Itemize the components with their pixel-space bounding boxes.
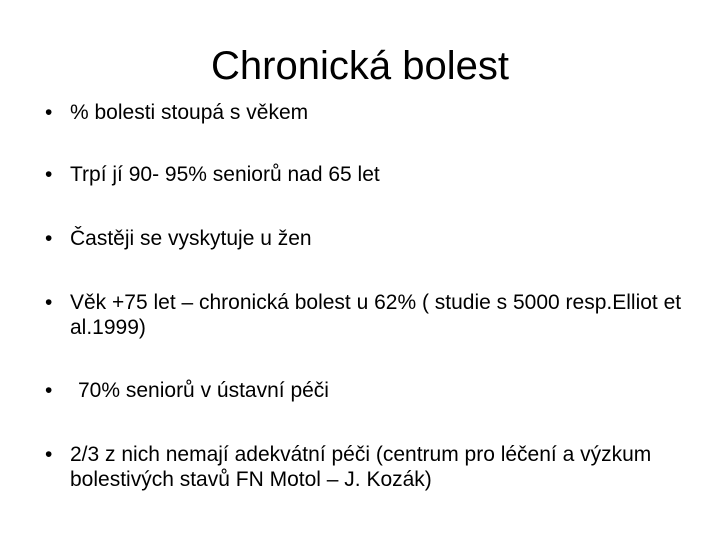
bullet-text: Trpí jí 90- 95% seniorů nad 65 let bbox=[70, 163, 380, 186]
bullet-item bbox=[45, 290, 685, 340]
bullet-marker: • bbox=[45, 163, 53, 186]
slide-title: Chronická bolest bbox=[211, 44, 509, 88]
bullet-item bbox=[45, 442, 685, 492]
bullet-marker: • bbox=[45, 291, 53, 314]
bullet-item bbox=[45, 226, 685, 251]
bullet-item bbox=[45, 100, 685, 125]
bullet-marker: • bbox=[45, 443, 53, 466]
bullet-marker: • bbox=[45, 379, 53, 402]
bullet-item bbox=[45, 378, 685, 403]
bullet-text: Věk +75 let – chronická bolest u 62% ( studie s 5000 resp.Elliot et al.1999) bbox=[70, 291, 682, 339]
bullet-text: % bolesti stoupá s věkem bbox=[70, 101, 309, 124]
bullet-text: Častěji se vyskytuje u žen bbox=[70, 227, 312, 250]
bullet-text: 70% seniorů v ústavní péči bbox=[78, 379, 329, 402]
bullet-item bbox=[45, 162, 685, 187]
bullet-marker: • bbox=[45, 227, 53, 250]
bullet-marker: • bbox=[45, 101, 53, 124]
bullet-text: 2/3 z nich nemají adekvátní péči (centrum pro léčení a výzkum bolestivých stavů FN Motol – J. Kozák) bbox=[70, 443, 652, 491]
